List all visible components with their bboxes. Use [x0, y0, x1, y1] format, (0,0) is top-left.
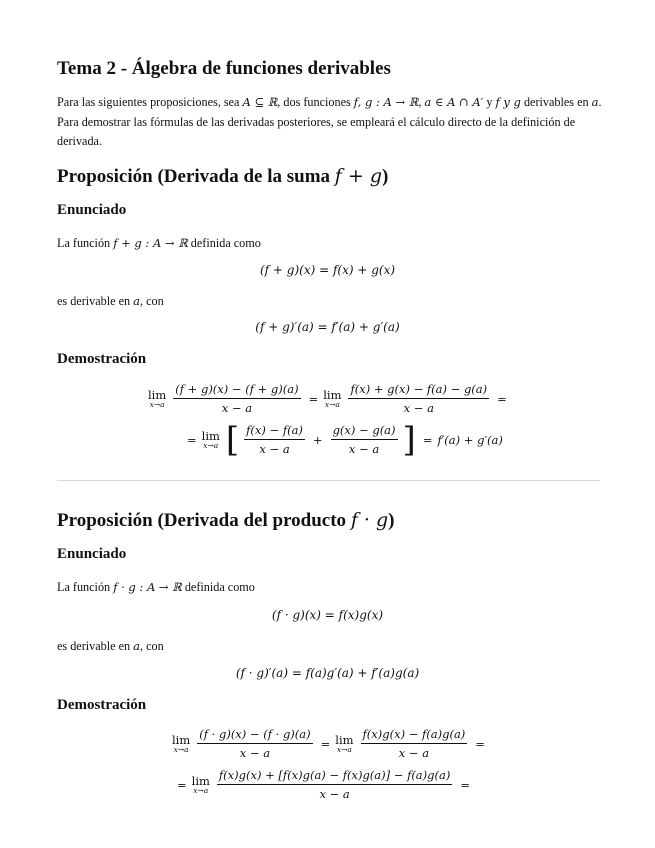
product-proof-heading: Demostración	[57, 697, 147, 713]
heading-math: f · g	[350, 509, 389, 531]
fraction	[361, 727, 468, 760]
limit-operator	[148, 388, 166, 409]
fraction-numerator: f(x)g(x) − f(a)g(a)	[361, 727, 468, 744]
product-proof-line-2	[172, 768, 475, 801]
statement-text: es derivable en	[57, 294, 134, 308]
intro-text: . Para demostrar las fórmulas de las derivadas posteriores, se empleará el cálculo directo de la definición de derivada.	[57, 95, 602, 148]
fraction-denominator: x − a	[403, 401, 434, 415]
product-derivable-line	[57, 639, 164, 654]
equals-sign: =	[460, 777, 470, 792]
statement-math: f · g : A → ℝ	[113, 580, 182, 594]
heading-math: f + g	[334, 165, 382, 187]
heading-text: )	[382, 166, 389, 187]
fraction	[197, 727, 312, 760]
statement-math: a	[133, 294, 140, 308]
fraction-numerator: (f + g)(x) − (f + g)(a)	[173, 382, 300, 399]
sum-section-heading	[57, 165, 388, 188]
limit-operator	[323, 388, 341, 409]
intro-text: y	[483, 95, 496, 109]
limit-label: lim	[191, 774, 210, 788]
equals-sign: =	[497, 391, 507, 406]
fraction	[173, 382, 300, 415]
equals-sign: =	[308, 391, 319, 406]
limit-label: lim	[201, 429, 220, 443]
intro-text: ,	[418, 95, 425, 109]
statement-math: a	[133, 639, 140, 653]
limit-subscript: x→a	[336, 745, 352, 754]
product-proof-line-1	[172, 727, 490, 760]
page-title: Tema 2 - Álgebra de funciones derivables	[57, 58, 391, 79]
fraction-numerator: f(x)g(x) + [f(x)g(a) − f(x)g(a)] − f(a)g(a)	[217, 768, 452, 785]
intro-math-set: A ⊆ ℝ	[242, 95, 278, 109]
product-section-heading	[57, 509, 394, 532]
sum-statement-heading: Enunciado	[57, 202, 127, 218]
limit-label: lim	[335, 733, 354, 747]
intro-paragraph	[57, 93, 612, 152]
statement-math: f + g : A → ℝ	[113, 236, 188, 250]
left-bracket: [	[225, 419, 240, 460]
equals-sign: =	[475, 736, 485, 751]
heading-text: )	[388, 510, 395, 531]
sum-statement-line	[57, 236, 261, 251]
sum-proof-line-2	[182, 419, 503, 460]
intro-math-funcs: f, g : A → ℝ	[353, 95, 419, 109]
limit-subscript: x→a	[173, 745, 189, 754]
fraction-denominator: x − a	[259, 442, 290, 456]
fraction-numerator: g(x) − g(a)	[331, 423, 398, 440]
limit-operator	[202, 429, 220, 450]
statement-text: La función	[57, 580, 114, 594]
equals-sign: =	[320, 736, 331, 751]
fraction-denominator: x − a	[398, 746, 430, 760]
fraction	[348, 382, 489, 415]
fraction-denominator: x − a	[221, 401, 253, 415]
sum-derivable-line	[57, 294, 164, 309]
fraction	[217, 768, 452, 801]
section-divider	[57, 480, 600, 481]
heading-text: Proposición (Derivada de la suma	[57, 166, 335, 187]
limit-subscript: x→a	[203, 441, 219, 450]
intro-text: , dos funciones	[277, 95, 354, 109]
product-definition-equation: (f · g)(x) = f(x)g(x)	[271, 608, 384, 622]
sum-proof-line-1	[148, 382, 512, 415]
limit-subscript: x→a	[149, 400, 165, 409]
product-statement-line	[57, 580, 255, 595]
intro-text: derivables en	[520, 95, 592, 109]
fraction	[244, 423, 305, 456]
equals-sign: =	[422, 432, 433, 447]
limit-label: lim	[172, 733, 191, 747]
fraction-numerator: f(x) + g(x) − f(a) − g(a)	[348, 382, 489, 399]
limit-subscript: x→a	[193, 786, 209, 795]
limit-label: lim	[323, 388, 342, 402]
limit-operator	[172, 733, 190, 754]
product-derivative-equation: (f · g)′(a) = f(a)g′(a) + f′(a)g(a)	[235, 666, 420, 680]
statement-text: , con	[140, 294, 164, 308]
statement-text: es derivable en	[57, 639, 134, 653]
intro-text: Para las siguientes proposiciones, sea	[57, 95, 243, 109]
fraction-denominator: x − a	[239, 746, 271, 760]
limit-operator	[192, 774, 210, 795]
sum-proof-heading: Demostración	[57, 351, 147, 367]
fraction-numerator: (f · g)(x) − (f · g)(a)	[197, 727, 312, 744]
fraction	[331, 423, 398, 456]
limit-subscript: x→a	[324, 400, 340, 409]
statement-text: La función	[57, 236, 114, 250]
fraction-denominator: x − a	[319, 787, 350, 801]
sum-definition-equation: (f + g)(x) = f(x) + g(x)	[259, 263, 396, 277]
equals-sign: =	[187, 432, 197, 447]
equals-sign: =	[177, 777, 187, 792]
fraction-numerator: f(x) − f(a)	[244, 423, 305, 440]
intro-math-a: a	[591, 95, 599, 109]
product-statement-heading: Enunciado	[57, 546, 127, 562]
heading-text: Proposición (Derivada del producto	[57, 510, 351, 531]
right-bracket: ]	[402, 419, 416, 460]
intro-math-point: a ∈ A ∩ A′	[424, 95, 484, 109]
plus-sign: +	[312, 432, 323, 447]
sum-derivative-equation: (f + g)′(a) = f′(a) + g′(a)	[255, 320, 400, 334]
statement-text: definida como	[181, 580, 255, 594]
fraction-denominator: x − a	[348, 442, 380, 456]
intro-math-fg: f y g	[495, 95, 521, 109]
statement-text: , con	[140, 639, 164, 653]
proof-result: f′(a) + g′(a)	[437, 432, 503, 447]
limit-operator	[335, 733, 353, 754]
statement-text: definida como	[187, 236, 261, 250]
limit-label: lim	[148, 388, 167, 402]
